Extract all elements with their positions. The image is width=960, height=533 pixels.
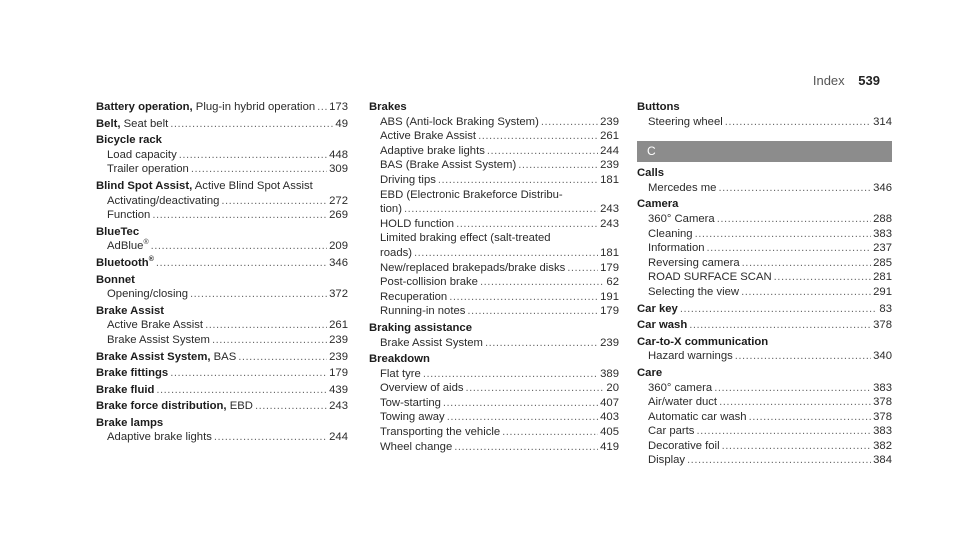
entry-heading-line	[637, 100, 892, 115]
index-entry	[96, 256, 348, 271]
sub-entry-page-number: 244	[600, 144, 619, 157]
entry-inline: Active Blind Spot Assist	[192, 179, 313, 192]
entry-page-number: 83	[879, 302, 892, 315]
sub-entry-row[interactable]	[96, 430, 348, 445]
sub-entry-page-number: 239	[329, 333, 348, 346]
entry-heading-line	[96, 179, 348, 194]
sub-entry-text: roads)	[380, 246, 413, 259]
index-entry	[96, 273, 348, 302]
leader-dots	[214, 430, 327, 445]
sub-entry-page-number: 403	[600, 411, 619, 424]
entry-heading: Bonnet	[96, 273, 135, 286]
index-entry-row[interactable]	[637, 318, 892, 333]
entry-heading: Care	[637, 366, 663, 379]
entry-heading: Bicycle rack	[96, 134, 162, 147]
sub-entry-text: Running-in notes	[380, 305, 466, 318]
sub-entry-page-number: 261	[600, 130, 619, 143]
sub-entry-page-number: 181	[600, 173, 619, 186]
entry-page-number: 173	[329, 101, 348, 113]
leader-dots	[485, 336, 598, 351]
entry-text	[96, 399, 253, 414]
leader-dots	[156, 256, 327, 271]
sub-entry-row[interactable]	[369, 202, 619, 217]
sub-entry-row[interactable]	[369, 381, 619, 396]
index-entry	[637, 318, 892, 333]
leader-dots	[718, 181, 871, 196]
sub-entry-page-number: 314	[873, 115, 892, 128]
sub-entry-page-number: 378	[873, 410, 892, 423]
sub-entry-text: Active Brake Assist	[380, 130, 477, 143]
leader-dots	[541, 115, 598, 130]
sub-entry-row[interactable]	[369, 158, 619, 173]
sub-entry-row[interactable]	[369, 425, 619, 440]
entry-heading: Breakdown	[369, 353, 430, 366]
sub-entry-text: Post-collision brake	[380, 276, 478, 289]
sub-entry-text: tion)	[380, 203, 402, 216]
entry-heading: Blind Spot Assist,	[96, 179, 193, 192]
leader-dots	[438, 173, 598, 188]
sub-entry-text: Mercedes me	[648, 181, 717, 194]
leader-dots	[423, 367, 598, 382]
sub-entry-page-number: 291	[873, 285, 892, 298]
sub-entry-row[interactable]	[96, 287, 348, 302]
sub-entry-page-number: 288	[873, 212, 892, 225]
entry-heading: Brake lamps	[96, 416, 164, 429]
leader-dots	[156, 383, 327, 398]
sub-entry-row[interactable]	[369, 173, 619, 188]
leader-dots	[502, 425, 598, 440]
leader-dots	[454, 440, 598, 455]
entry-heading-line	[637, 335, 892, 350]
sub-entry-page-number: 239	[600, 336, 619, 349]
sub-entry-page-number: 179	[600, 261, 619, 274]
index-entry	[637, 302, 892, 317]
sub-entry-row[interactable]	[369, 115, 619, 130]
sub-entry-text: Activating/deactivating	[107, 194, 220, 207]
entry-heading: Brake force distribution,	[96, 400, 227, 413]
sub-entry-page-number: 340	[873, 350, 892, 363]
sub-entry-text: BAS (Brake Assist System)	[380, 159, 517, 172]
entry-heading: Bluetooth®	[96, 256, 154, 269]
sub-entry-page-number: 62	[606, 276, 619, 289]
sub-entry-row[interactable]	[369, 410, 619, 425]
leader-dots	[190, 287, 327, 302]
entry-page-number: 49	[335, 117, 348, 130]
leader-dots	[152, 208, 327, 223]
leader-dots	[742, 256, 871, 271]
entry-heading: Brakes	[369, 101, 407, 113]
index-entry	[96, 416, 348, 445]
sub-entry-text: Tow-starting	[380, 396, 441, 409]
sub-entry-text: ABS (Anti-lock Braking System)	[380, 115, 539, 128]
sub-entry-text: HOLD function	[380, 217, 455, 230]
entry-page-number: 439	[329, 383, 348, 396]
index-entry	[96, 399, 348, 414]
sub-entry-text: 360° camera	[648, 381, 713, 394]
leader-dots	[191, 162, 327, 177]
index-group-buttons	[637, 100, 892, 129]
sub-entry-text: Selecting the view	[648, 285, 740, 298]
leader-dots	[467, 304, 598, 319]
entry-page-number: 179	[329, 367, 348, 380]
leader-dots	[487, 144, 598, 159]
entry-heading: Car wash	[637, 319, 688, 332]
sub-entry-row[interactable]	[637, 410, 892, 425]
sub-entry-row[interactable]	[637, 181, 892, 196]
entry-heading-line	[637, 166, 892, 181]
sub-entry-text: Car parts	[648, 425, 695, 438]
index-entry	[369, 321, 619, 350]
sub-entry-row[interactable]	[96, 162, 348, 177]
entry-heading: Battery operation,	[96, 101, 193, 113]
sub-entry-text: Automatic car wash	[648, 410, 747, 423]
leader-dots	[741, 285, 871, 300]
entry-heading: Brake fittings	[96, 367, 169, 380]
leader-dots	[404, 202, 598, 217]
entry-heading: Brake fluid	[96, 383, 155, 396]
entry-inline: BAS	[210, 350, 237, 363]
entry-heading-line	[637, 197, 892, 212]
index-entry	[637, 197, 892, 299]
sub-entry-page-number: 261	[329, 319, 348, 332]
leader-dots	[696, 424, 871, 439]
index-entry	[96, 304, 348, 348]
sub-entry-page-number: 243	[600, 217, 619, 230]
leader-dots	[480, 275, 604, 290]
leader-dots	[518, 158, 598, 173]
entry-text	[637, 318, 687, 333]
sub-entry-text: Hazard warnings	[648, 350, 733, 363]
sub-entry-page-number: 181	[600, 246, 619, 259]
entry-inline: EBD	[226, 400, 253, 413]
index-entry-row[interactable]	[96, 399, 348, 414]
sub-entry-text: Recuperation	[380, 290, 448, 303]
page-header	[813, 73, 880, 88]
index-column-3	[637, 100, 892, 470]
entry-heading-line	[96, 225, 348, 240]
sub-entry-page-number: 405	[600, 426, 619, 439]
index-entry-row[interactable]	[96, 256, 348, 271]
entry-heading-line	[96, 133, 348, 148]
sub-entry-text: Limited braking effect (salt-treated	[380, 232, 551, 245]
sub-entry-row[interactable]	[96, 194, 348, 209]
sub-entry-page-number: 243	[600, 203, 619, 216]
entry-heading: BlueTec	[96, 225, 140, 238]
sub-entry-page-number: 448	[329, 148, 348, 161]
sub-entry-text: Flat tyre	[380, 367, 421, 380]
leader-dots	[719, 395, 871, 410]
leader-dots	[774, 270, 871, 285]
sub-entry-row[interactable]	[369, 275, 619, 290]
index-entry	[369, 100, 619, 319]
sub-entry-row[interactable]	[369, 129, 619, 144]
sub-entry-text: Display	[648, 454, 686, 467]
index-entry	[637, 366, 892, 468]
index-entry-row[interactable]	[96, 383, 348, 398]
entry-heading-line	[637, 366, 892, 381]
leader-dots	[255, 399, 327, 414]
index-entry	[96, 100, 348, 115]
sub-entry-text: Transporting the vehicle	[380, 426, 501, 439]
leader-dots	[567, 261, 598, 276]
leader-dots	[695, 227, 872, 242]
sub-entry-row[interactable]	[637, 453, 892, 468]
entry-text	[96, 256, 154, 271]
sub-entry-row[interactable]	[96, 333, 348, 348]
entry-text	[96, 366, 168, 381]
entry-heading-line	[369, 100, 619, 115]
entry-text	[96, 383, 154, 398]
sub-entry-page-number: 419	[600, 440, 619, 453]
entry-heading-line	[96, 416, 348, 431]
sub-entry-text: Reversing camera	[648, 256, 740, 269]
entry-heading-line	[369, 352, 619, 367]
entry-page-number: 239	[329, 350, 348, 363]
sub-entry-row[interactable]	[637, 395, 892, 410]
sub-entry-text: Brake Assist System	[107, 333, 210, 346]
sub-entry-page-number: 281	[873, 271, 892, 284]
sub-entry-row[interactable]	[369, 336, 619, 351]
sub-entry-page-number: 383	[873, 425, 892, 438]
sub-entry-text: Information	[648, 242, 705, 255]
sub-entry-row[interactable]	[96, 208, 348, 223]
sub-entry-row[interactable]	[369, 440, 619, 455]
entry-heading: Belt,	[96, 117, 121, 130]
sub-entry-row[interactable]	[369, 396, 619, 411]
entry-page-number: 243	[329, 400, 348, 413]
index-entry	[96, 225, 348, 254]
sub-entry-row[interactable]	[369, 290, 619, 305]
leader-dots	[447, 410, 598, 425]
header-label: Index	[812, 73, 845, 88]
sub-entry-page-number: 285	[873, 256, 892, 269]
leader-dots	[449, 290, 598, 305]
index-entry	[637, 335, 892, 364]
sub-entry-row[interactable]	[369, 261, 619, 276]
sub-entry-text: EBD (Electronic Brakeforce Distribu-	[380, 188, 563, 201]
entry-heading-line	[369, 321, 619, 336]
sub-entry-page-number: 179	[600, 305, 619, 318]
sub-entry-text: Air/water duct	[648, 396, 718, 409]
leader-dots	[212, 333, 327, 348]
entry-heading: Buttons	[637, 101, 680, 113]
sub-entry-text: Opening/closing	[107, 288, 189, 301]
entry-heading: Brake Assist	[96, 304, 165, 317]
sub-entry-page-number: 389	[600, 367, 619, 380]
sub-entry-row[interactable]	[637, 439, 892, 454]
sub-entry-page-number: 237	[873, 242, 892, 255]
sub-entry-page-number: 407	[600, 396, 619, 409]
sub-entry-page-number: 378	[873, 396, 892, 409]
sub-entry-text: AdBlue®	[107, 239, 149, 253]
sub-entry-row[interactable]	[637, 212, 892, 227]
index-entry	[96, 179, 348, 223]
sub-entry-text: Towing away	[380, 411, 445, 424]
sub-entry-text: Overview of aids	[380, 382, 464, 395]
sub-entry-text: Adaptive brake lights	[107, 431, 212, 444]
leader-dots	[707, 241, 872, 256]
sub-entry-page-number: 269	[329, 209, 348, 222]
index-entry	[96, 366, 348, 381]
sub-entry-row[interactable]	[369, 144, 619, 159]
index-entry	[637, 166, 892, 195]
leader-dots	[170, 117, 333, 132]
index-entry	[637, 100, 892, 129]
sub-entry-text: Wheel change	[380, 440, 453, 453]
sub-entry-row[interactable]	[637, 241, 892, 256]
entry-heading: Braking assistance	[369, 321, 472, 334]
sub-entry-page-number: 244	[329, 431, 348, 444]
leader-dots	[725, 115, 871, 130]
leader-dots	[205, 318, 327, 333]
sub-entry-page-number: 383	[873, 227, 892, 240]
index-entry	[96, 383, 348, 398]
index-entry	[96, 350, 348, 365]
entry-heading: Brake Assist System,	[96, 350, 211, 363]
sub-entry-row[interactable]	[369, 217, 619, 232]
index-column-1	[96, 100, 348, 447]
sub-entry-text: Brake Assist System	[380, 336, 483, 349]
leader-dots	[687, 453, 871, 468]
leader-dots	[414, 246, 598, 261]
sub-entry-text: Function	[107, 209, 151, 222]
entry-heading-line	[96, 273, 348, 288]
sub-entry-page-number: 346	[873, 181, 892, 194]
index-column-2	[369, 100, 619, 456]
entry-text	[96, 350, 236, 365]
index-entry-row[interactable]	[96, 366, 348, 381]
sub-entry-page-number: 384	[873, 454, 892, 467]
sub-entry-text: Cleaning	[648, 227, 693, 240]
leader-dots	[735, 349, 871, 364]
sub-entry-row[interactable]	[369, 304, 619, 319]
index-entry	[369, 352, 619, 454]
sub-entry-text: Decorative foil	[648, 439, 720, 452]
sub-entry-text: 360° Camera	[648, 212, 715, 225]
sub-entry-text: Steering wheel	[648, 115, 723, 128]
sub-entry-row[interactable]	[637, 270, 892, 285]
sub-entry-row[interactable]	[96, 148, 348, 163]
sub-entry-row[interactable]	[637, 349, 892, 364]
sub-entry-page-number: 272	[329, 194, 348, 207]
index-group-c	[637, 166, 892, 468]
sub-entry-text: Adaptive brake lights	[380, 144, 485, 157]
leader-dots	[170, 366, 327, 381]
index-entry-row[interactable]	[637, 302, 892, 317]
leader-dots	[221, 194, 327, 209]
sub-entry-text: Load capacity	[107, 148, 177, 161]
leader-dots	[689, 318, 871, 333]
entry-inline: Plug-in hybrid operation	[192, 101, 316, 113]
sub-entry-text: Trailer operation	[107, 163, 189, 176]
entry-inline: Seat belt	[120, 117, 169, 130]
sub-entry-page-number: 20	[606, 382, 619, 395]
sub-entry-row[interactable]	[637, 424, 892, 439]
leader-dots	[714, 381, 871, 396]
entry-heading: Car-to-X communication	[637, 335, 769, 348]
leader-dots	[722, 439, 872, 454]
sub-entry-page-number: 239	[600, 115, 619, 128]
entry-page-number: 346	[329, 256, 348, 269]
leader-dots	[749, 410, 872, 425]
sub-entry-row[interactable]	[369, 367, 619, 382]
entry-heading-line	[96, 304, 348, 319]
sub-entry-row[interactable]	[637, 381, 892, 396]
sub-entry-text: New/replaced brakepads/brake disks	[380, 261, 566, 274]
sub-entry-page-number: 209	[329, 240, 348, 253]
sub-entry-text: Active Brake Assist	[107, 319, 204, 332]
leader-dots	[443, 396, 598, 411]
page-number: 539	[858, 73, 880, 88]
sub-entry-row[interactable]	[637, 115, 892, 130]
sub-entry-row[interactable]	[637, 227, 892, 242]
index-entry-row[interactable]	[96, 100, 348, 115]
index-entry-row[interactable]	[96, 350, 348, 365]
entry-heading: Camera	[637, 198, 679, 211]
sub-entry-text: ROAD SURFACE SCAN	[648, 271, 772, 284]
sub-entry-row[interactable]	[369, 246, 619, 261]
entry-text	[637, 302, 678, 317]
sub-entry-page-number: 382	[873, 439, 892, 452]
entry-text	[96, 100, 315, 115]
leader-dots	[179, 148, 327, 163]
entry-heading: Car key	[637, 302, 678, 315]
section-letter: C	[637, 141, 892, 162]
entry-page-number: 378	[873, 319, 892, 332]
leader-dots	[717, 212, 871, 227]
entry-heading: Calls	[637, 167, 665, 180]
sub-entry-page-number: 309	[329, 163, 348, 176]
sub-entry-page-number: 239	[600, 159, 619, 172]
entry-text	[96, 117, 168, 132]
sub-entry-row[interactable]	[96, 318, 348, 333]
index-entry	[96, 133, 348, 177]
sub-entry-row[interactable]	[96, 239, 348, 254]
leader-dots	[680, 302, 878, 317]
leader-dots	[466, 381, 605, 396]
index-entry	[96, 117, 348, 132]
sub-entry-row[interactable]	[637, 285, 892, 300]
leader-dots	[456, 217, 598, 232]
leader-dots	[478, 129, 598, 144]
index-entry-row[interactable]	[96, 117, 348, 132]
leader-dots	[238, 350, 327, 365]
leader-dots	[151, 239, 328, 254]
sub-entry-row[interactable]	[637, 256, 892, 271]
sub-entry-page-number: 191	[600, 290, 619, 303]
sub-entry-text: Driving tips	[380, 173, 436, 186]
leader-dots	[317, 100, 327, 115]
sub-entry-page-number: 383	[873, 381, 892, 394]
sub-entry-page-number: 372	[329, 288, 348, 301]
